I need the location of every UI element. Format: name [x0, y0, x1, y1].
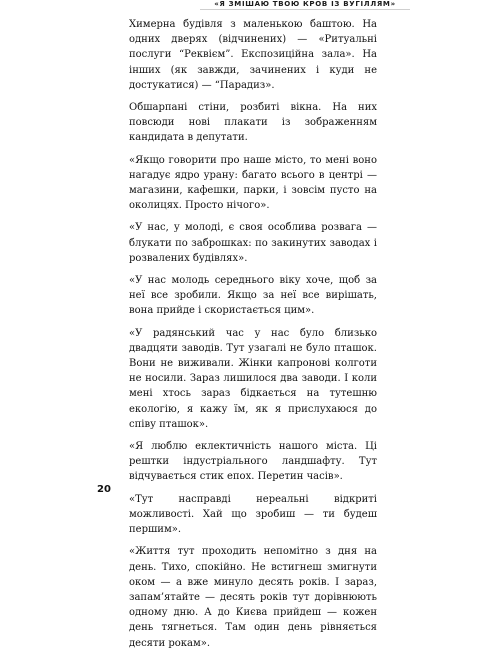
- paragraph-6: «У радянський час у нас було близько двадцяти заводів. Тут узагалі не було пташок. Вони не виживали. Жінки капронові колготи не носили. Зараз лишилося два заводи. І коли мені хтось зараз бідкається на тутешню екологію, я кажу їм, як я прислухаюся до співу пташок».: [129, 327, 377, 430]
- paragraph-8: «Тут насправді нереальні відкриті можливості. Хай що зробиш — ти будеш першим».: [129, 493, 377, 536]
- page-number: 20: [97, 484, 111, 495]
- paragraph-4: «У нас, у молоді, є своя особлива розвага — блукати по заброшках: по закинутих заводах і розвалених будівлях».: [129, 222, 377, 264]
- paragraph-9: «Життя тут проходить непомітно з дня на день. Тихо, спокійно. Не встигнеш змигнути оком — а вже минуло десять років. І зараз, запам’ятайте — десять років тут дорівнюють одному дню. А до Києва прийдеш — кожен день тягнеться. Там один день рівняється десяти рокам».: [129, 546, 377, 649]
- paragraph-1: Химерна будівля з маленькою баштою. На одних дверях (відчинених) — «Ритуальні послуги “Реквієм”. Експозиційна зала». На інших (як завжди, зачинених і куди не достукатися) — “Парадиз».: [129, 19, 377, 91]
- running-head: «Я ЗМІШАЮ ТВОЮ КРОВ ІЗ ВУГІЛЛЯМ»: [200, 0, 410, 10]
- paragraph-7: «Я люблю еклектичність нашого міста. Ці рештки індустріального ландшафту. Тут відчувається стик епох. Перетин часів».: [129, 441, 377, 483]
- paragraph-3: «Якщо говорити про наше місто, то мені воно нагадує ядро урану: багато всього в центрі — магазини, кафешки, парки, і зовсім пусто на околицях. Просто нічого».: [129, 154, 377, 212]
- paragraph-2: Обшарпані стіни, розбиті вікна. На них повсюди нові плакати із зображенням кандидата в депутати.: [129, 102, 377, 144]
- paragraph-5: «У нас молодь середнього віку хоче, щоб за неї все зробили. Якщо за неї все вирішать, вона прийде і скористається цим».: [129, 275, 377, 317]
- body-text: [129, 17, 377, 658]
